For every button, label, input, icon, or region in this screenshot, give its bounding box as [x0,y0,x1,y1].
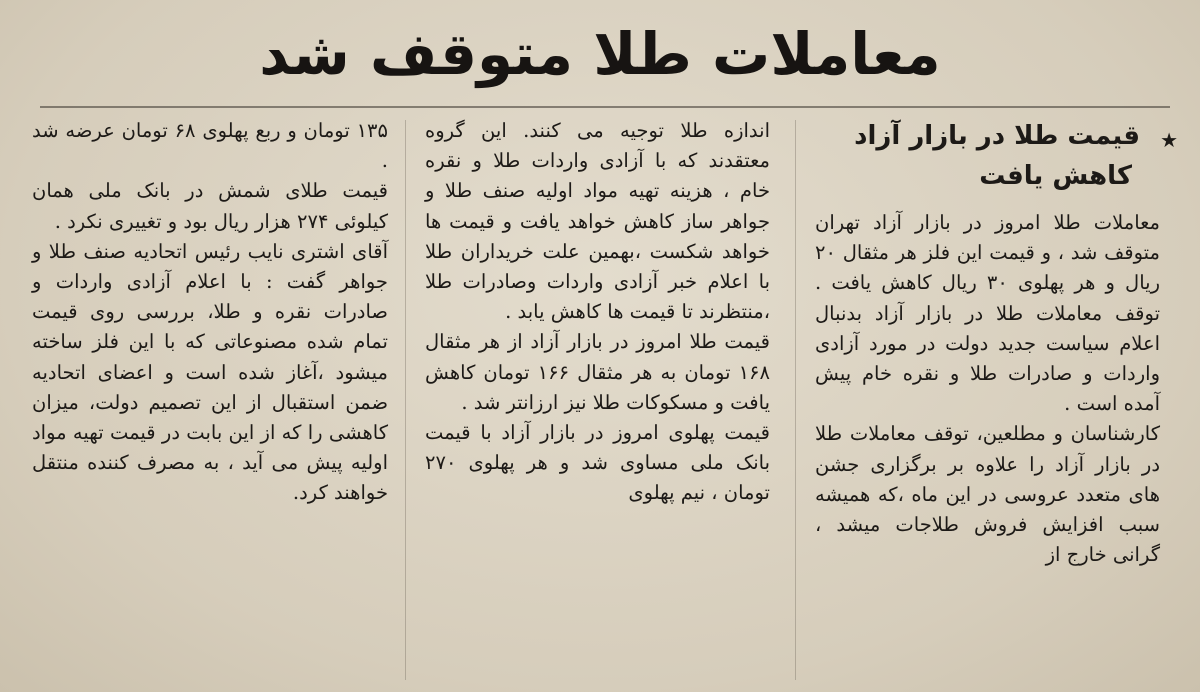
subheadline [815,116,1178,196]
column-middle [425,116,770,686]
paragraph: معاملات طلا امروز در بازار آزاد تهران متوقف شد ، و قیمت این فلز هر مثقال ۲۰ ریال و هر پهلوی ۳۰ ریال کاهش یافت . توقف معاملات طلا در بازار آزاد بدنبال اعلام سیاست جدید دولت در مورد آزادی واردات و صادرات طلا و نقره خام پیش آمده است . [815,211,1160,416]
paragraph: اندازه طلا توجیه می کنند. این گروه معتقدند که با آزادی واردات طلا و نقره خام ، هزینه تهیه مواد اولیه صنف طلا و جواهر ساز کاهش خواهد یافت و قیمت ها خواهد شکست ،بهمین علت خریداران طلا با اعلام خبر آزادی واردات وصادرات طلا ،منتظرند تا قیمت ها کاهش یابد . [425,119,770,324]
paragraph: ۱۳۵ تومان و ربع پهلوی ۶۸ تومان عرضه شد . [32,119,388,173]
headline-rule [40,106,1170,108]
star-icon: ★ [1160,128,1178,152]
column-divider [405,120,406,680]
paragraph: قیمت طلا امروز در بازار آزاد از هر مثقال ۱۶۸ تومان به هر مثقال ۱۶۶ تومان کاهش یافت و مسکوکات طلا نیز ارزانتر شد . [425,330,770,414]
paragraph: کارشناسان و مطلعین، توقف معاملات طلا در بازار آزاد را علاوه بر برگزاری جشن های متعدد عروسی در این ماه ،که همیشه سبب افزایش فروش طلاجات میشد ، گرانی خارج از [815,422,1160,567]
column-divider [795,120,796,680]
column-right [815,116,1178,686]
subheadline-line-1: قیمت طلا در بازار آزاد [854,121,1140,151]
paragraph: قیمت طلای شمش در بانک ملی همان کیلوئی ۲۷۴ هزار ریال بود و تغییری نکرد . [32,179,388,233]
paragraph: قیمت پهلوی امروز در بازار آزاد با قیمت بانک ملی مساوی شد و هر پهلوی ۲۷۰ تومان ، نیم پهلوی [425,421,770,505]
subheadline-line-2: کاهش یافت [979,161,1132,191]
headline: معاملات طلا متوقف شد [259,20,941,88]
column-left [32,116,388,686]
paragraph: آقای اشتری نایب رئیس اتحادیه صنف طلا و جواهر گفت : با اعلام آزادی واردات و صادرات نقره و طلا، بررسی روی قیمت تمام شده مصنوعاتی که با این فلز ساخته میشود ،آغاز شده است و اعضای اتحادیه ضمن استقبال از این تصمیم دولت، میزان کاهشی را که از این بابت در قیمت تهیه مواد اولیه پیش می آید ، به مصرف کننده منتقل خواهند کرد. [32,239,388,505]
